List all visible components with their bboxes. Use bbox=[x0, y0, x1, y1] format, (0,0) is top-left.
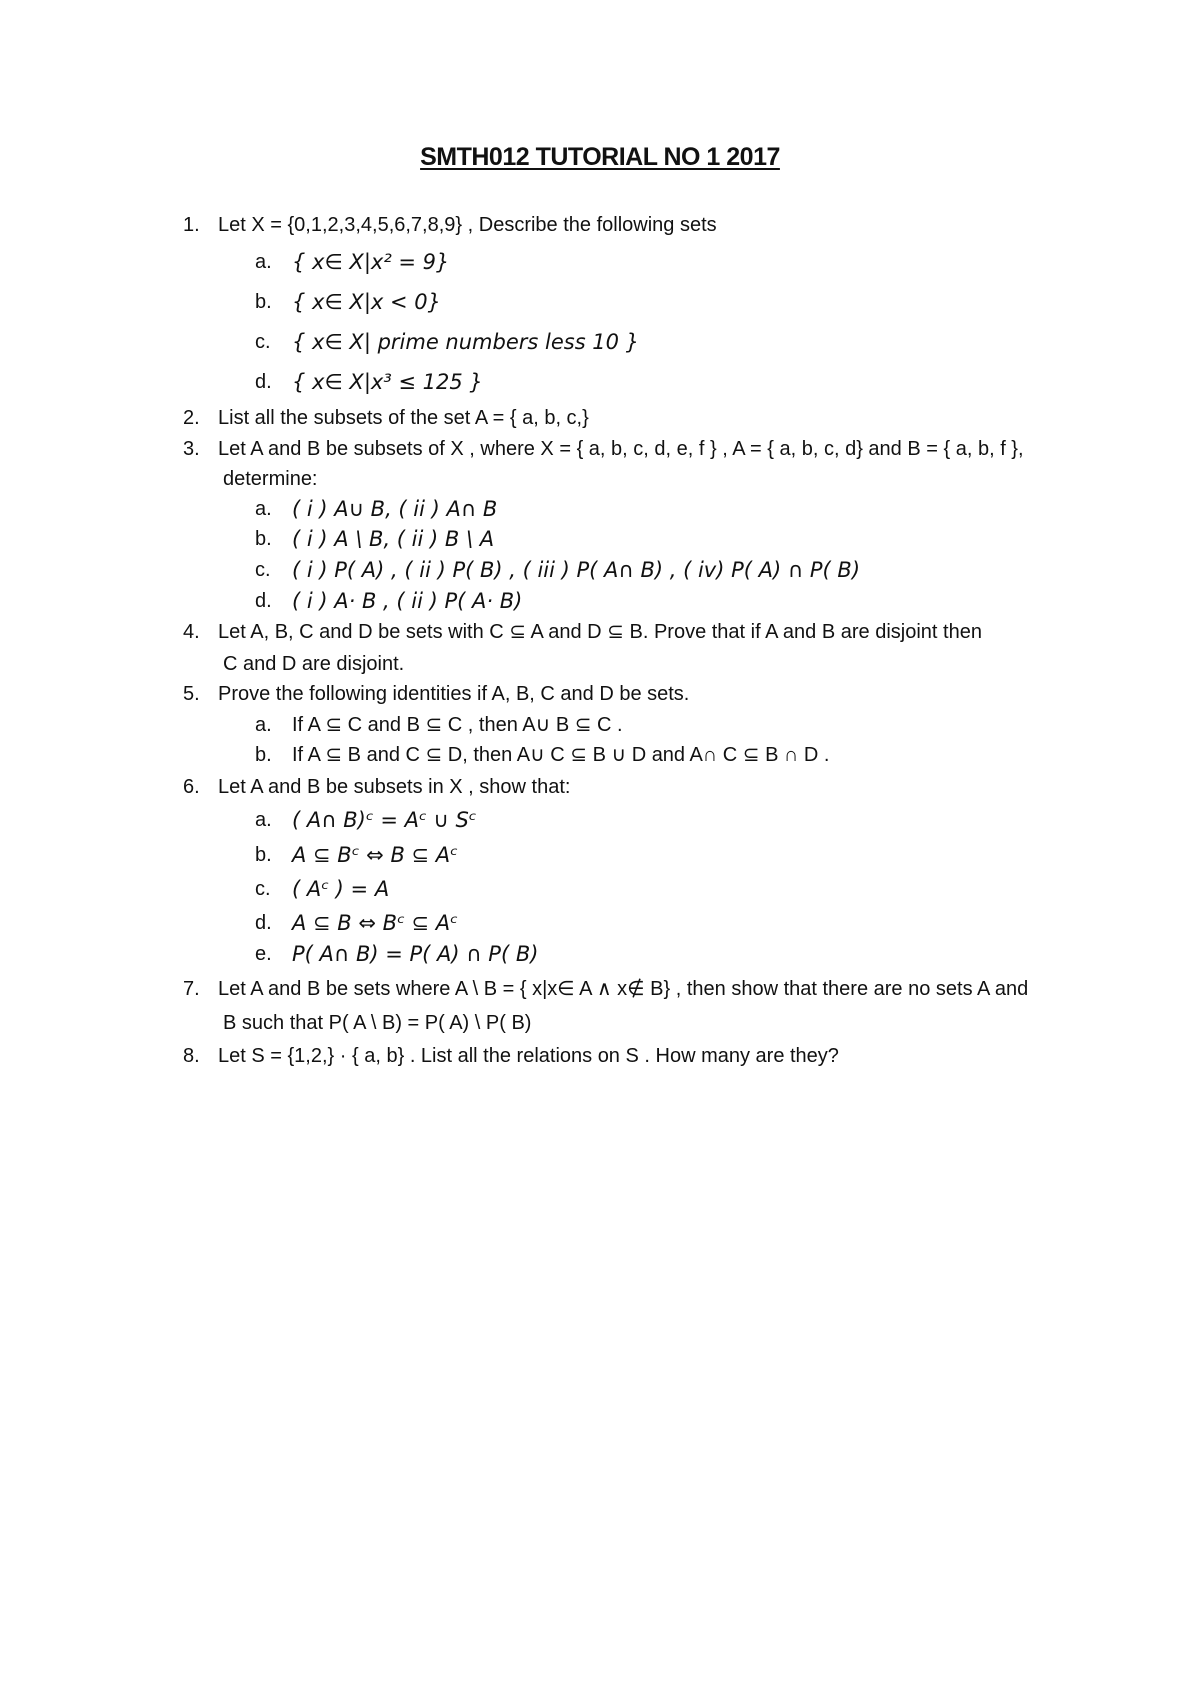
part-label: b. bbox=[255, 528, 272, 550]
question-number: 8. bbox=[183, 1045, 200, 1067]
question-number: 6. bbox=[183, 776, 200, 798]
part-label: d. bbox=[255, 590, 272, 612]
question-text: Let A and B be subsets of X , where X = { a, b, c, d, e, f } , A = { a, b, c, d} and B = { a, b, f }, bbox=[218, 438, 1024, 460]
part-label: b. bbox=[255, 744, 272, 766]
question-text: List all the subsets of the set A = { a, b, c,} bbox=[218, 407, 589, 429]
part-label: a. bbox=[255, 251, 272, 273]
question-text: Let A and B be subsets in X , show that: bbox=[218, 776, 571, 798]
question-text: Let A, B, C and D be sets with C ⊆ A and D ⊆ B. Prove that if A and B are disjoint then bbox=[218, 621, 982, 643]
part-text: A ⊆ B ⇔ Bᶜ ⊆ Aᶜ bbox=[292, 911, 458, 935]
part-label: b. bbox=[255, 844, 272, 866]
part-text: { x∈ X|x² = 9} bbox=[292, 250, 450, 274]
part-label: d. bbox=[255, 912, 272, 934]
part-label: c. bbox=[255, 331, 271, 353]
part-text: A ⊆ Bᶜ ⇔ B ⊆ Aᶜ bbox=[292, 843, 458, 867]
question-continuation: B such that P( A \ B) = P( A) \ P( B) bbox=[223, 1012, 532, 1034]
part-label: c. bbox=[255, 559, 271, 581]
part-text: { x∈ X| prime numbers less 10 } bbox=[292, 330, 640, 354]
question-number: 5. bbox=[183, 683, 200, 705]
part-text: { x∈ X|x < 0} bbox=[292, 290, 441, 314]
page-title: SMTH012 TUTORIAL NO 1 2017 bbox=[420, 143, 780, 171]
part-label: c. bbox=[255, 878, 271, 900]
part-label: a. bbox=[255, 809, 272, 831]
question-text: Let X = {0,1,2,3,4,5,6,7,8,9} , Describe the following sets bbox=[218, 214, 717, 236]
question-continuation: C and D are disjoint. bbox=[223, 653, 405, 675]
question-number: 2. bbox=[183, 407, 200, 429]
part-text: ( i ) P( A) , ( ii ) P( B) , ( iii ) P( A∩ B) , ( iv) P( A) ∩ P( B) bbox=[292, 558, 861, 582]
question-text: Let S = {1,2,} · { a, b} . List all the relations on S . How many are they? bbox=[218, 1045, 839, 1067]
question-number: 1. bbox=[183, 214, 200, 236]
question-number: 7. bbox=[183, 978, 200, 1000]
part-label: e. bbox=[255, 943, 272, 965]
part-text: ( i ) A \ B, ( ii ) B \ A bbox=[292, 527, 495, 551]
question-text: Prove the following identities if A, B, C and D be sets. bbox=[218, 683, 690, 705]
part-text: ( i ) A· B , ( ii ) P( A· B) bbox=[292, 589, 523, 613]
part-text: { x∈ X|x³ ≤ 125 } bbox=[292, 370, 483, 394]
question-number: 4. bbox=[183, 621, 200, 643]
part-text: ( i ) A∪ B, ( ii ) A∩ B bbox=[292, 497, 498, 521]
question-number: 3. bbox=[183, 438, 200, 460]
part-label: d. bbox=[255, 371, 272, 393]
part-text: If A ⊆ B and C ⊆ D, then A∪ C ⊆ B ∪ D and A∩ C ⊆ B ∩ D . bbox=[292, 744, 830, 766]
question-text: Let A and B be sets where A \ B = { x|x∈ A ∧ x∉ B} , then show that there are no sets A and bbox=[218, 978, 1029, 1000]
question-continuation: determine: bbox=[223, 468, 318, 490]
part-text: ( A∩ B)ᶜ = Aᶜ ∪ Sᶜ bbox=[292, 808, 477, 832]
part-text: ( Aᶜ ) = A bbox=[292, 877, 390, 901]
part-label: a. bbox=[255, 714, 272, 736]
part-text: If A ⊆ C and B ⊆ C , then A∪ B ⊆ C . bbox=[292, 714, 623, 736]
part-label: b. bbox=[255, 291, 272, 313]
part-text: P( A∩ B) = P( A) ∩ P( B) bbox=[292, 942, 539, 966]
part-label: a. bbox=[255, 498, 272, 520]
